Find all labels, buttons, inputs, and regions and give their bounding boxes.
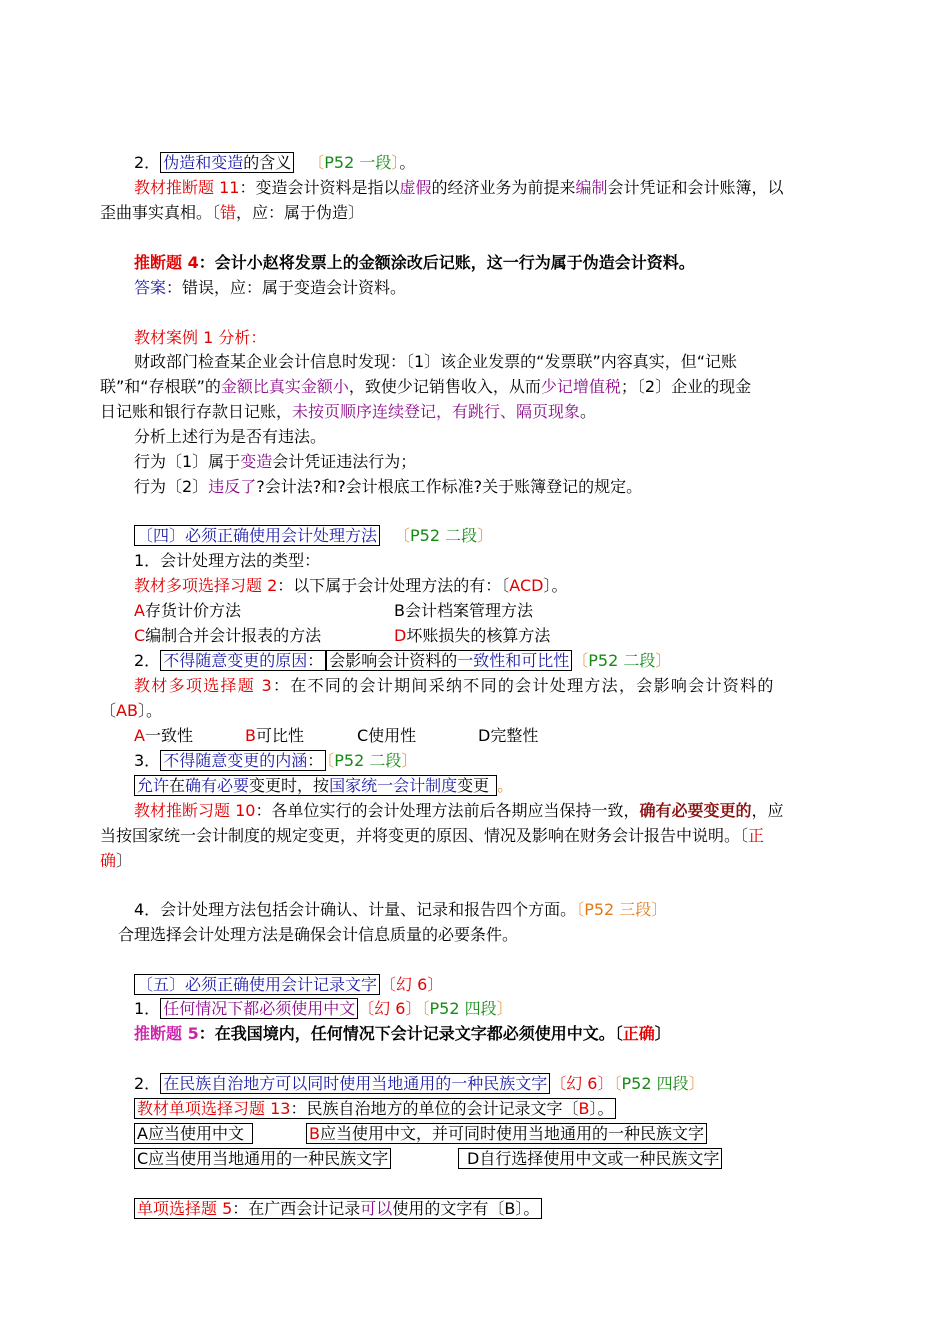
item-number: 2． [134, 1074, 161, 1093]
question-label: 教材多项选择习题 2 [134, 576, 278, 595]
text: 会计凭证违法行为； [272, 452, 417, 471]
text: 〕。 [137, 701, 162, 720]
s1-line5 [134, 277, 406, 299]
section-heading: 〔五〕必须正确使用会计记录文字 [134, 974, 380, 995]
s4-q3 [134, 650, 671, 672]
keyword: 一致性和可比性 [457, 651, 570, 670]
text: 。 [580, 402, 597, 421]
answer: 正 [748, 826, 765, 845]
case-line5 [134, 426, 326, 448]
question-label: 教材推断习题 10 [134, 801, 256, 820]
keyword: 不得随意变更的内涵 [163, 751, 308, 770]
s4-option-d [394, 625, 550, 647]
s4-q1 [134, 550, 320, 572]
option-text: 应当使用中文，并可同时使用当地通用的一种民族文字 [319, 1124, 704, 1143]
text: ：以下属于会计处理方法的有：〔 [277, 576, 510, 595]
s4-q9 [100, 825, 764, 847]
keyword: 少记增值税 [540, 377, 621, 396]
answer: 正确 [622, 1024, 655, 1043]
s4-q4 [134, 675, 775, 697]
slide-ref: 〔幻 6〕 [380, 975, 444, 994]
keyword: 违反了 [208, 477, 257, 496]
page-ref-open: 〔 [308, 153, 325, 172]
text: ：错误，应：属于变造会计资料。 [166, 278, 407, 297]
keyword: 任何情况下都必须使用中文 [160, 998, 358, 1019]
text: 歪曲事实真相。〔 [100, 203, 221, 222]
option-text: 一致性 [144, 726, 193, 745]
punct: 。 [497, 776, 514, 795]
s5-q3 [134, 1073, 705, 1095]
page-ref-open: 〔 [421, 999, 430, 1018]
answer-label: 答案 [134, 278, 167, 297]
page-ref-open: 〔 [576, 900, 585, 919]
text: 使用的文字有〔 [392, 1199, 505, 1218]
answer: 确 [100, 851, 117, 870]
case-line6 [134, 451, 416, 473]
option-key: C [357, 726, 369, 745]
option-key: A [134, 601, 145, 620]
text: ： [307, 751, 324, 770]
case-line7 [134, 476, 642, 498]
item-number: 3． [134, 751, 161, 770]
page-ref: P52 二段 [588, 651, 656, 670]
page-ref: P52 二段 [334, 751, 402, 770]
question-label: 推断题 4 [134, 253, 199, 272]
s4-option-b [394, 600, 533, 622]
text: 〕。 [515, 1199, 540, 1218]
text: 会计凭证和会计账簿，以 [607, 178, 784, 197]
s4-q5 [100, 700, 162, 722]
option-key: B [245, 726, 256, 745]
option-text: 完整性 [490, 726, 539, 745]
option-key: C [137, 1149, 149, 1168]
option-text: 可比性 [255, 726, 304, 745]
text: 〕 [654, 1024, 671, 1043]
option-c [357, 725, 416, 747]
question-label: 教材单项选择习题 13 [137, 1099, 291, 1118]
text: 〕 [116, 851, 133, 870]
s5-option-c [134, 1148, 391, 1170]
s5-q1 [134, 998, 513, 1020]
text: ：民族自治地方的单位的会计记录文字〔 [290, 1099, 579, 1118]
text: 〕。 [589, 1099, 614, 1118]
item-number: 2． [134, 651, 161, 670]
text: ：在我国境内，任何情况下会计记录文字都必须使用中文。〔 [198, 1024, 623, 1043]
option-key: B [394, 601, 405, 620]
text: ，致使少记销售收入，从而 [348, 377, 541, 396]
text: ，应 [751, 801, 784, 820]
text: ?会计法?和?会计根底工作标准?关于账簿登记的规定。 [256, 477, 643, 496]
keyword: 编制 [575, 178, 608, 197]
section-heading: 〔四〕必须正确使用会计处理方法 [134, 525, 380, 546]
page-ref: P52 四段 [429, 999, 497, 1018]
s4-option-c [134, 625, 321, 647]
option-text: 应当使用中文 [147, 1124, 244, 1143]
text: 〔 [100, 701, 117, 720]
page-ref-open: 〔 [613, 1074, 622, 1093]
text: 分析上述行为是否有违法。 [134, 427, 327, 446]
s5-q2 [134, 1023, 671, 1045]
text: 变更时，按 [249, 776, 330, 795]
s5-q5 [134, 1198, 542, 1220]
text: 1．会计处理方法的类型： [134, 551, 321, 570]
s4-options-abcd [134, 725, 193, 747]
s5-option-b [306, 1123, 707, 1145]
page-ref-open: 〔 [326, 751, 335, 770]
text: 日记账和银行存款日记账， [100, 402, 293, 421]
s4-q10 [100, 850, 132, 872]
page-ref-close: 〕 [655, 651, 672, 670]
page-ref: P52 一段 [324, 153, 392, 172]
option-text: 使用性 [368, 726, 417, 745]
keyword: 确有必要变更的 [639, 801, 752, 820]
text: ：在广西会计记录 [232, 1199, 361, 1218]
text: 财政部门检查某企业会计信息时发现：〔1〕该企业发票的“发票联”内容真实，但“记账 [134, 352, 738, 371]
item-number: 2． [134, 153, 161, 172]
option-text: 编制合并会计报表的方法 [145, 626, 322, 645]
option-text: 应当使用当地通用的一种民族文字 [148, 1149, 389, 1168]
page-ref-close: 〕 [391, 153, 400, 172]
s5-title [134, 974, 443, 996]
s4-q6 [134, 750, 417, 772]
text: 联”和“存根联”的 [100, 377, 221, 396]
s4-q8 [134, 800, 784, 822]
option-text: 坏账损失的核算方法 [406, 626, 551, 645]
text: 行为〔2〕 [134, 477, 209, 496]
case-line2 [134, 351, 737, 373]
page-ref-close: 〕 [651, 900, 668, 919]
s1-line3 [100, 202, 364, 224]
option-b [245, 725, 304, 747]
page-ref: P52 三段 [584, 900, 652, 919]
text: 〕。 [543, 576, 568, 595]
option-d [478, 725, 538, 747]
case-label: 教材案例 1 分析： [134, 328, 267, 347]
text: ：变造会计资料是指以 [239, 178, 400, 197]
keyword: 变造 [240, 452, 273, 471]
s4-q12 [118, 924, 518, 946]
keyword: 可以 [360, 1199, 393, 1218]
s1-line1 [134, 152, 415, 174]
answer: ACD [509, 576, 544, 595]
text: 的含义 [243, 153, 292, 172]
item-number: 1． [134, 999, 161, 1018]
text: 合理选择会计处理方法是确保会计信息质量的必要条件。 [118, 925, 519, 944]
text: 的经济业务为前提来 [431, 178, 576, 197]
option-key: A [137, 1124, 148, 1143]
s4-q11 [134, 899, 667, 921]
question-label: 教材推断题 11 [134, 178, 240, 197]
keyword: 在民族自治地方可以同时使用当地通用的一种民族文字 [160, 1073, 550, 1094]
page-ref-close: 〕 [496, 999, 513, 1018]
s4-q2 [134, 575, 567, 597]
page-ref-open: 〔 [572, 651, 589, 670]
option-key: A [134, 726, 145, 745]
page-ref-open: 〔 [394, 526, 411, 545]
s1-line4 [134, 252, 695, 274]
text: 当按国家统一会计制度的规定变更，并将变更的原因、情况及影响在财务会计报告中说明。〔 [100, 826, 749, 845]
s1-line2 [134, 177, 784, 199]
page-ref-close: 〕 [401, 751, 418, 770]
option-key: D [467, 1149, 480, 1168]
s5-q4 [134, 1098, 616, 1120]
s4-option-a [134, 600, 241, 622]
text: 变更 [457, 776, 490, 795]
option-key: D [394, 626, 407, 645]
option-text: 会计档案管理方法 [404, 601, 533, 620]
answer: B [578, 1099, 590, 1118]
text: 行为〔1〕属于 [134, 452, 241, 471]
case-line4 [100, 401, 596, 423]
text: 会影响会计资料的 [329, 651, 458, 670]
answer: AB [116, 701, 138, 720]
s5-option-d [458, 1148, 722, 1170]
option-key: D [478, 726, 491, 745]
text: ：各单位实行的会计处理方法前后各期应当保持一致， [255, 801, 640, 820]
page-ref: P52 四段 [621, 1074, 689, 1093]
keyword: 允许 [137, 776, 170, 795]
page-ref: P52 二段 [410, 526, 478, 545]
question-label: 教材多项选择题 3 [134, 676, 273, 695]
s5-option-a [134, 1123, 253, 1145]
s4-q7 [134, 775, 513, 797]
page-ref-close: 〕 [688, 1074, 705, 1093]
keyword: 金额比真实金额小 [220, 377, 349, 396]
s4-title [134, 525, 493, 547]
option-text: 存货计价方法 [144, 601, 241, 620]
question-label: 单项选择题 5 [137, 1199, 233, 1218]
option-text: 自行选择使用中文或一种民族文字 [479, 1149, 720, 1168]
text: ，应：属于伪造〕 [236, 203, 365, 222]
text: ：在不同的会计期间采纳不同的会计处理方法，会影响会计资料的 [272, 676, 775, 695]
case-title [134, 327, 266, 349]
text: ：会计小赵将发票上的金额涂改后记账，这一行为属于伪造会计资料。 [198, 253, 695, 272]
case-line3 [100, 376, 751, 398]
text: 在 [169, 776, 186, 795]
keyword-forgery: 伪造和变造 [163, 153, 244, 172]
slide-ref: 〔幻 6〕 [550, 1074, 614, 1093]
slide-ref: 〔幻 6〕 [358, 999, 422, 1018]
keyword: 未按页顺序连续登记，有跳行、隔页现象 [292, 402, 581, 421]
keyword: 虚假 [399, 178, 432, 197]
option-key: B [309, 1124, 320, 1143]
keyword: 国家统一会计制度 [329, 776, 458, 795]
answer: B [504, 1199, 516, 1218]
punct: 。 [399, 153, 416, 172]
option-key: C [134, 626, 146, 645]
text: 4．会计处理方法包括会计确认、计量、记录和报告四个方面。 [134, 900, 577, 919]
keyword: 不得随意变更的原因 [163, 651, 308, 670]
text: ；〔2〕企业的现金 [620, 377, 752, 396]
question-label: 推断题 5 [134, 1024, 199, 1043]
keyword: 确有必要 [185, 776, 250, 795]
text: ： [307, 651, 324, 670]
answer: 错 [220, 203, 237, 222]
page-ref-close: 〕 [477, 526, 494, 545]
